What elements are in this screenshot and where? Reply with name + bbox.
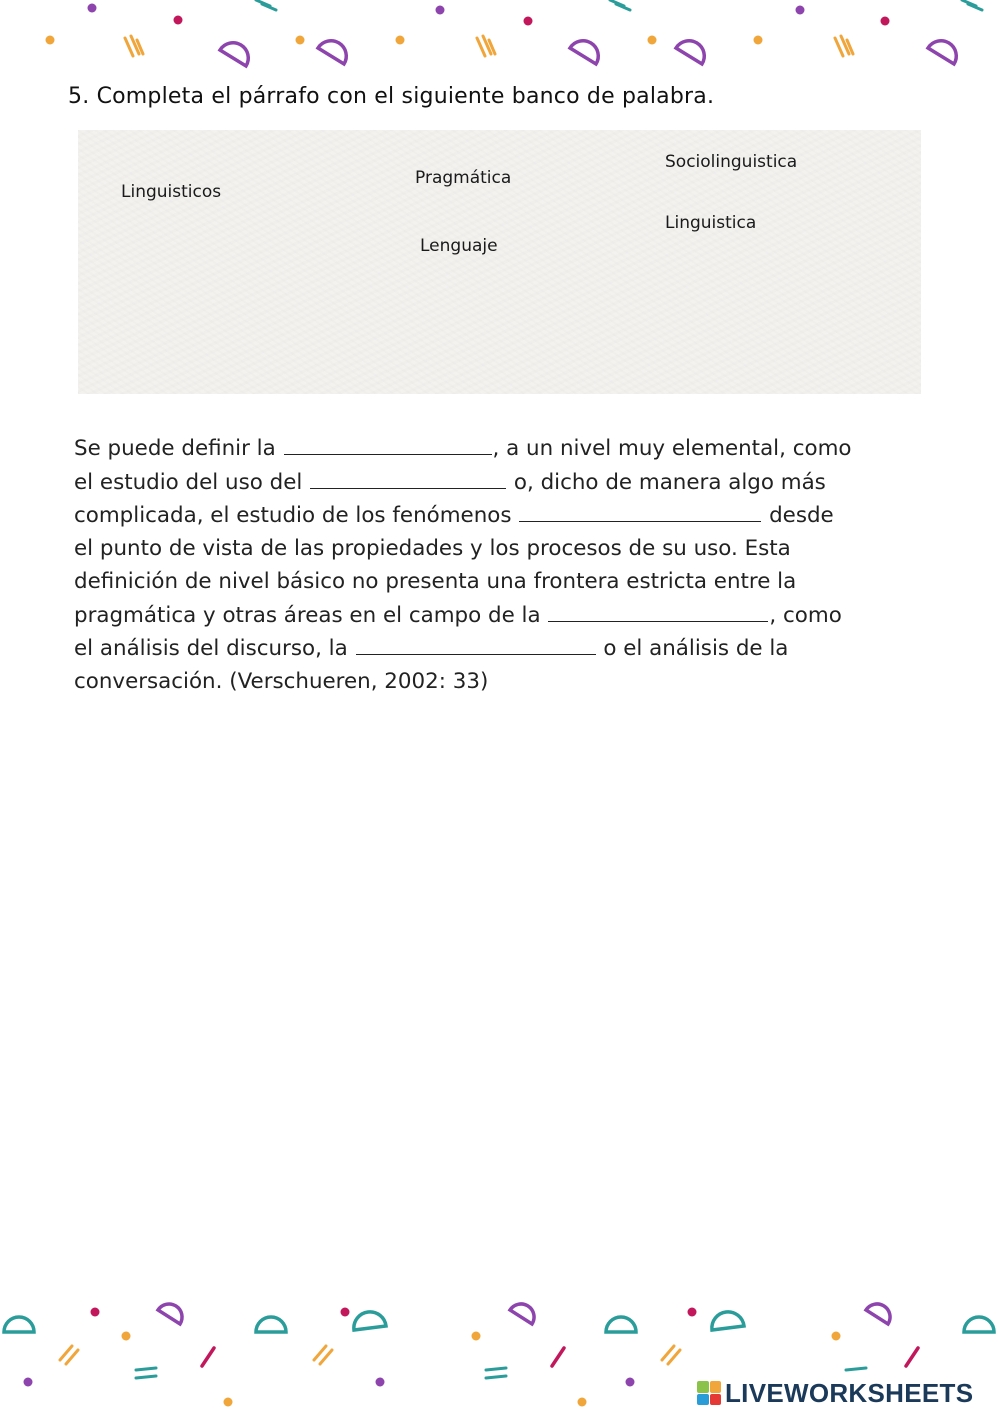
paragraph-text: o, dicho de manera algo más	[507, 469, 826, 495]
word-bank	[78, 130, 921, 394]
exercise-instruction: 5. Completa el párrafo con el siguiente banco de palabra.	[68, 84, 715, 109]
paragraph-line	[74, 599, 864, 633]
liveworksheets-brand	[697, 1378, 973, 1408]
answer-blank-4[interactable]	[548, 599, 768, 622]
paragraph-line	[74, 432, 864, 466]
paragraph-text: desde	[762, 503, 834, 529]
top-confetti-border	[0, 0, 1000, 85]
word-bank-item: Sociolinguistica	[665, 152, 798, 172]
paragraph-text: , a un nivel muy elemental, como	[492, 436, 852, 461]
paragraph-line	[74, 499, 864, 533]
brand-name: LIVEWORKSHEETS	[725, 1377, 974, 1408]
confetti-teal-dashes	[256, 0, 982, 10]
paragraph-line	[74, 466, 864, 500]
confetti-orange-dashes	[60, 1346, 680, 1364]
fill-in-paragraph	[74, 432, 864, 699]
paragraph-text: complicada, el estudio de los fenómenos	[74, 503, 519, 529]
confetti-purple-half-circles	[158, 1304, 890, 1324]
paragraph-line: conversación. (Verschueren, 2002: 33)	[74, 668, 489, 694]
confetti-pink-pills	[202, 1348, 918, 1366]
paragraph-line: el punto de vista de las propiedades y los procesos de su uso. Esta	[74, 536, 791, 562]
paragraph-text: el análisis del discurso, la	[74, 636, 355, 662]
confetti-teal-dashes	[136, 1368, 866, 1378]
answer-blank-2[interactable]	[310, 466, 506, 489]
paragraph-text: , como	[769, 602, 842, 628]
word-bank-item: Linguistica	[665, 213, 757, 233]
paragraph-text: o el análisis de la	[596, 636, 789, 662]
answer-blank-5[interactable]	[356, 632, 596, 655]
paragraph-line: definición de nivel básico no presenta una frontera estricta entre la	[74, 568, 797, 594]
word-bank-item: Lenguaje	[420, 236, 498, 256]
paragraph-text: el estudio del uso del	[74, 469, 310, 495]
confetti-teal-half-circles	[4, 1312, 994, 1332]
confetti-dots	[46, 4, 890, 45]
word-bank-item: Linguisticos	[121, 182, 222, 202]
paragraph-line	[74, 632, 864, 666]
word-bank-item: Pragmática	[415, 168, 512, 188]
paragraph-text: pragmática y otras áreas en el campo de la	[74, 602, 548, 628]
paragraph-text: Se puede definir la	[74, 436, 283, 461]
answer-blank-3[interactable]	[519, 499, 761, 522]
confetti-dashes	[125, 36, 853, 56]
answer-blank-1[interactable]	[284, 432, 492, 455]
liveworksheets-logo-icon	[697, 1381, 721, 1405]
